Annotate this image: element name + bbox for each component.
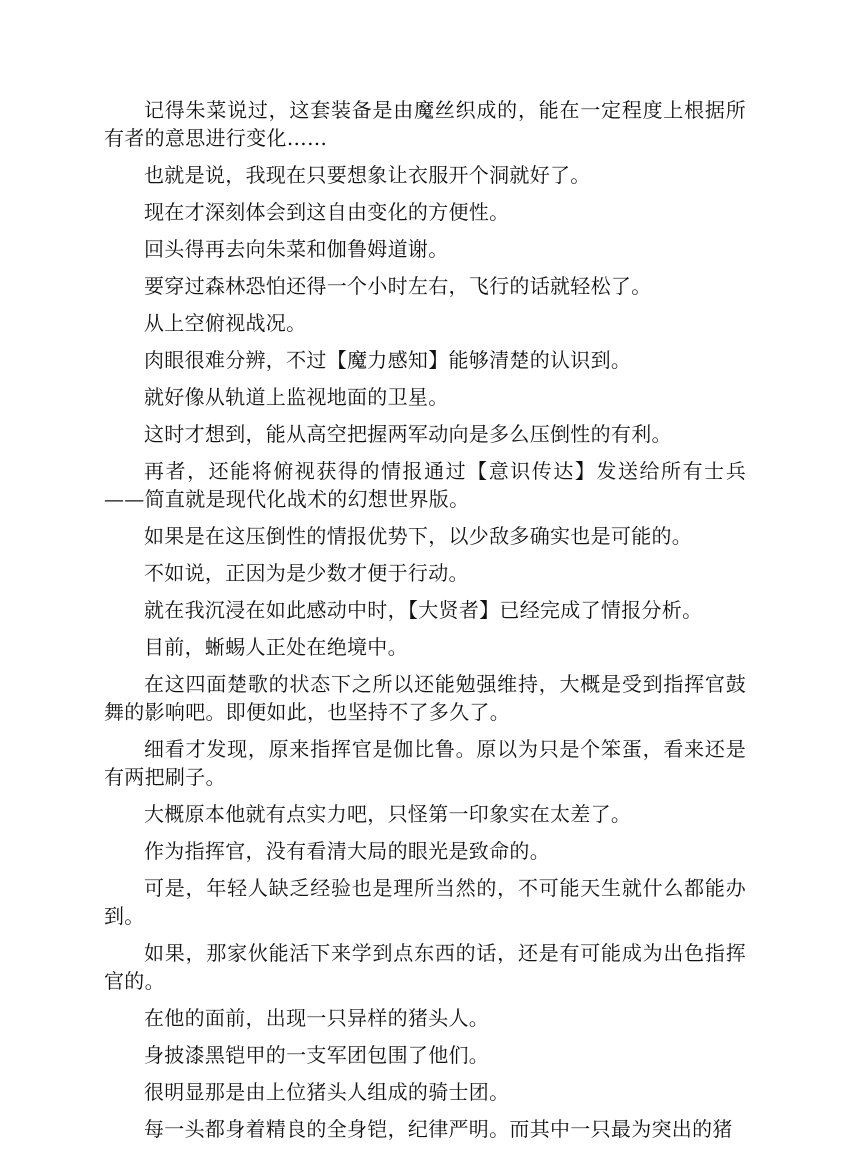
paragraph: 身披漆黑铠甲的一支军团包围了他们。 bbox=[144, 1043, 490, 1067]
paragraph: 目前，蜥蜴人正处在绝境中。 bbox=[144, 635, 408, 659]
paragraph: 可是，年轻人缺乏经验也是理所当然的，不可能天生就什么都能办到。 bbox=[104, 876, 746, 928]
paragraph: 从上空俯视战况。 bbox=[144, 311, 307, 335]
paragraph: 作为指挥官，没有看清大局的眼光是致命的。 bbox=[144, 839, 550, 863]
paragraph: 再者，还能将俯视获得的情报通过【意识传达】发送给所有士兵——简直就是现代化战术的幻想世界版。 bbox=[104, 459, 746, 511]
paragraph: 现在才深刻体会到这自由变化的方便性。 bbox=[144, 200, 510, 224]
paragraph: 也就是说，我现在只要想象让衣服开个洞就好了。 bbox=[144, 163, 591, 187]
paragraph: 细看才发现，原来指挥官是伽比鲁。原以为只是个笨蛋，看来还是有两把刷子。 bbox=[104, 737, 746, 789]
paragraph: 就在我沉浸在如此感动中时，【大贤者】已经完成了情报分析。 bbox=[144, 598, 703, 622]
paragraph: 在他的面前，出现一只异样的猪头人。 bbox=[144, 1006, 490, 1030]
paragraph: 回头得再去向朱菜和伽鲁姆道谢。 bbox=[144, 237, 449, 261]
paragraph: 记得朱菜说过，这套装备是由魔丝织成的，能在一定程度上根据所有者的意思进行变化…… bbox=[104, 98, 746, 150]
paragraph: 很明显那是由上位猪头人组成的骑士团。 bbox=[144, 1080, 510, 1104]
paragraph: 这时才想到，能从高空把握两军动向是多么压倒性的有利。 bbox=[144, 422, 672, 446]
body-text bbox=[104, 96, 746, 1152]
paragraph: 就好像从轨道上监视地面的卫星。 bbox=[144, 385, 449, 409]
paragraph: 大概原本他就有点实力吧，只怪第一印象实在太差了。 bbox=[144, 802, 632, 826]
paragraph: 不如说，正因为是少数才便于行动。 bbox=[144, 561, 469, 585]
paragraph: 在这四面楚歌的状态下之所以还能勉强维持，大概是受到指挥官鼓舞的影响吧。即便如此，也坚持不了多久了。 bbox=[104, 672, 746, 724]
paragraph: 如果是在这压倒性的情报优势下，以少敌多确实也是可能的。 bbox=[144, 524, 693, 548]
paragraph: 如果，那家伙能活下来学到点东西的话，还是有可能成为出色指挥官的。 bbox=[104, 941, 746, 993]
paragraph: 要穿过森林恐怕还得一个小时左右，飞行的话就轻松了。 bbox=[144, 274, 652, 298]
paragraph: 每一头都身着精良的全身铠，纪律严明。而其中一只最为突出的猪 bbox=[144, 1117, 733, 1141]
paragraph: 肉眼很难分辨，不过【魔力感知】能够清楚的认识到。 bbox=[144, 348, 632, 372]
